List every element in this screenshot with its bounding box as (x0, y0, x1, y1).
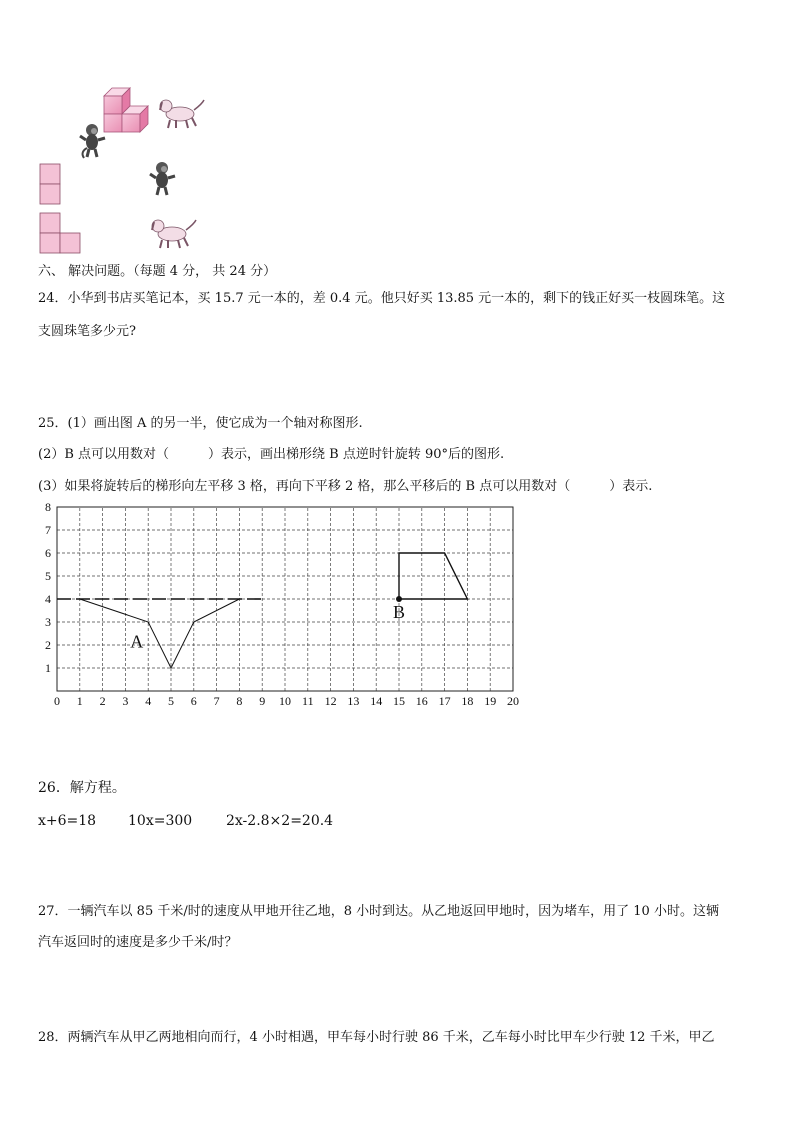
question-25-line-2: (2）B 点可以用数对（ ）表示，画出梯形绕 B 点逆时针旋转 90°后的图形. (38, 447, 505, 462)
x-tick-label: 3 (122, 694, 129, 708)
x-tick-label: 6 (190, 694, 197, 708)
x-tick-label: 15 (393, 694, 405, 708)
question-26-title: 26．解方程。 (38, 780, 126, 796)
y-tick-label: 7 (45, 523, 51, 537)
figure-a-polyline (80, 599, 240, 668)
x-tick-label: 1 (76, 694, 83, 708)
equation-2: 10x=300 (128, 813, 193, 829)
y-tick-label: 6 (45, 546, 51, 560)
views-illustration (30, 80, 230, 260)
y-tick-label: 3 (45, 615, 51, 629)
question-27-line-1: 27．一辆汽车以 85 千米/时的速度从甲地开往乙地，8 小时到达。从乙地返回甲地时，因为堵车，用了 10 小时。这辆 (38, 904, 719, 919)
x-tick-label: 17 (438, 694, 451, 708)
side-view-icon (40, 213, 80, 253)
figure-a-label: A (130, 631, 144, 652)
front-view-icon (40, 164, 60, 204)
y-tick-label: 8 (45, 500, 51, 514)
x-tick-label: 10 (279, 694, 291, 708)
question-25-line-3: (3）如果将旋转后的梯形向左平移 3 格，再向下平移 2 格，那么平移后的 B 点可以用数对（ ）表示. (38, 479, 653, 494)
x-tick-label: 0 (54, 694, 60, 708)
equation-1: x+6=18 (38, 813, 97, 829)
x-tick-label: 19 (484, 694, 497, 708)
y-tick-label: 1 (45, 661, 51, 675)
question-28-line-1: 28．两辆汽车从甲乙两地相向而行，4 小时相遇，甲车每小时行驶 86 千米，乙车每小时比甲车少行驶 12 千米，甲乙 (38, 1030, 715, 1045)
equation-3: 2x-2.8×2=20.4 (226, 813, 334, 829)
dog-icon (160, 100, 204, 128)
x-tick-label: 12 (324, 694, 337, 708)
pink-cubes-icon (104, 88, 148, 132)
dog-icon-2 (152, 220, 196, 248)
question-27-line-2: 汽车返回时的速度是多少千米/时？ (38, 935, 238, 950)
y-tick-label: 2 (45, 638, 51, 652)
section-title: 六、 解决问题。（每题 4 分， 共 24 分） (38, 264, 277, 279)
y-tick-label: 5 (45, 569, 51, 583)
x-tick-label: 5 (168, 694, 174, 708)
x-tick-label: 13 (347, 694, 360, 708)
x-tick-label: 7 (213, 694, 220, 708)
question-24-line-1: 24．小华到书店买笔记本，买 15.7 元一本的，差 0.4 元。他只好买 13.85 元一本的，剩下的钱正好买一枝圆珠笔。这 (38, 291, 726, 306)
y-tick-label: 4 (45, 592, 51, 606)
x-tick-label: 11 (302, 694, 314, 708)
coordinate-grid (30, 498, 530, 716)
x-tick-label: 2 (99, 694, 106, 708)
x-tick-label: 14 (370, 694, 383, 708)
point-b-label: B (392, 602, 406, 622)
monkey-icon (80, 124, 105, 158)
monkey-icon-2 (150, 162, 175, 195)
question-24-line-2: 支圆珠笔多少元? (38, 324, 136, 339)
question-25-line-1: 25．(1）画出图 A 的另一半，使它成为一个轴对称图形. (38, 416, 363, 431)
x-tick-label: 9 (259, 694, 266, 708)
x-tick-label: 18 (461, 694, 474, 708)
x-tick-label: 20 (507, 694, 519, 708)
x-tick-label: 4 (145, 694, 152, 708)
x-tick-label: 16 (415, 694, 428, 708)
x-tick-label: 8 (236, 694, 243, 708)
